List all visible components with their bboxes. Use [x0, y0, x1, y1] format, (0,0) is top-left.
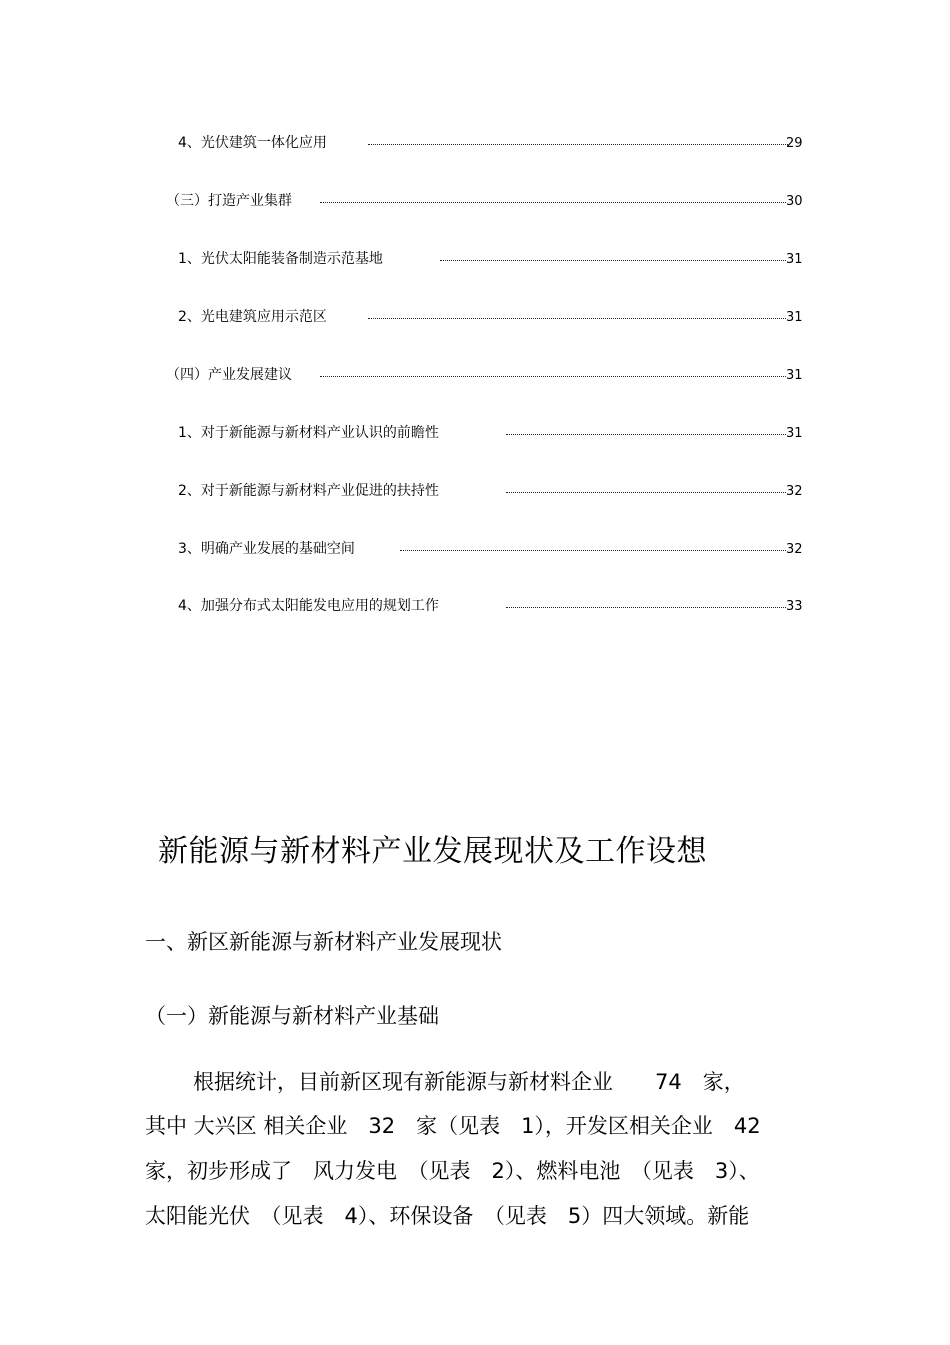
paragraph-line: 家，初步形成了 风力发电 （见表 2）、燃料电池 （见表 3）、 — [145, 1159, 760, 1183]
toc-entry-label: 3、明确产业发展的基础空间 — [178, 541, 355, 557]
toc-leader-dots — [320, 376, 786, 377]
toc-entry-label: 1、光伏太阳能装备制造示范基地 — [178, 251, 383, 267]
toc-entry[interactable] — [178, 307, 805, 327]
toc-entry[interactable] — [166, 365, 805, 385]
toc-page-number: 33 — [786, 599, 803, 614]
toc-entry-label: （三）打造产业集群 — [166, 193, 292, 209]
toc-leader-dots — [400, 550, 786, 551]
toc-entry-label: 4、光伏建筑一体化应用 — [178, 135, 327, 151]
toc-page-number: 32 — [786, 542, 803, 557]
toc-entry[interactable] — [178, 539, 805, 559]
document-title: 新能源与新材料产业发展现状及工作设想 — [158, 834, 707, 869]
toc-entry-label: 2、光电建筑应用示范区 — [178, 309, 327, 325]
toc-leader-dots — [506, 434, 786, 435]
toc-page-number: 31 — [786, 368, 803, 383]
section-heading: 一、新区新能源与新材料产业发展现状 — [145, 930, 502, 954]
toc-leader-dots — [440, 260, 786, 261]
toc-leader-dots — [368, 144, 788, 145]
toc-page-number: 32 — [786, 484, 803, 499]
subsection-heading: （一）新能源与新材料产业基础 — [145, 1004, 439, 1028]
toc-leader-dots — [506, 607, 786, 608]
toc-leader-dots — [506, 492, 786, 493]
toc-entry[interactable] — [178, 133, 805, 153]
toc-entry-label: 2、对于新能源与新材料产业促进的扶持性 — [178, 483, 439, 499]
paragraph-line: 太阳能光伏 （见表 4）、环保设备 （见表 5）四大领域。新能 — [145, 1204, 750, 1228]
toc-entry-label: （四）产业发展建议 — [166, 367, 292, 383]
toc-page-number: 31 — [786, 252, 803, 267]
toc-entry-label: 1、对于新能源与新材料产业认识的前瞻性 — [178, 425, 439, 441]
toc-entry[interactable] — [178, 596, 805, 616]
toc-page-number: 31 — [786, 310, 803, 325]
toc-entry-label: 4、加强分布式太阳能发电应用的规划工作 — [178, 598, 439, 614]
toc-page-number: 31 — [786, 426, 803, 441]
toc-leader-dots — [368, 318, 786, 319]
toc-entry[interactable] — [178, 249, 805, 269]
paragraph-line: 根据统计，目前新区现有新能源与新材料企业 74 家， — [193, 1070, 745, 1094]
paragraph-line: 其中 大兴区 相关企业 32 家（见表 1），开发区相关企业 42 — [145, 1114, 761, 1138]
toc-page-number: 29 — [786, 136, 803, 151]
toc-entry[interactable] — [178, 423, 805, 443]
toc-page-number: 30 — [786, 194, 803, 209]
toc-entry[interactable] — [178, 481, 805, 501]
toc-entry[interactable] — [166, 191, 805, 211]
toc-leader-dots — [320, 202, 786, 203]
